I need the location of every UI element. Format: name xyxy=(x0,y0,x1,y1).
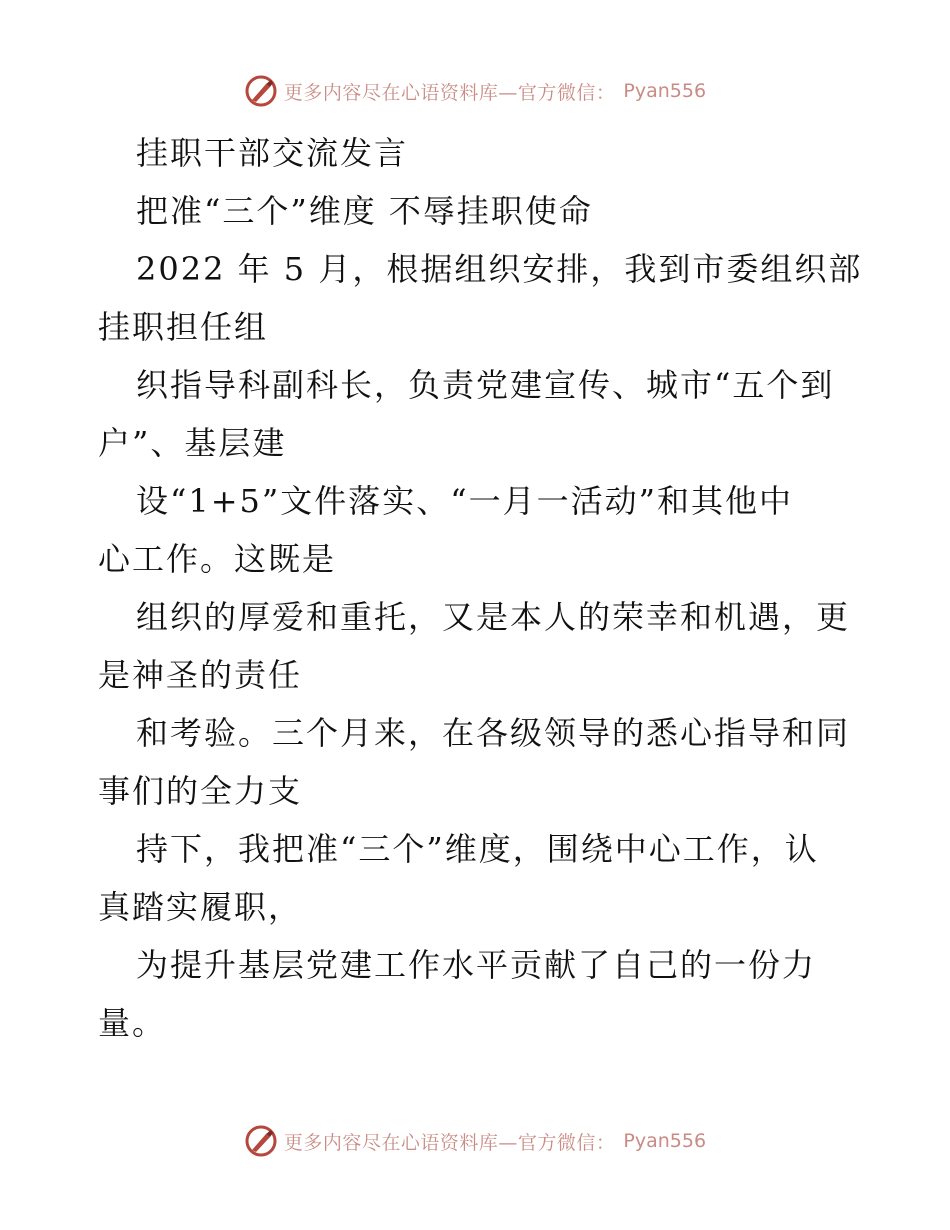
text-line: 量。 xyxy=(98,1004,167,1042)
text-line: 挂职干部交流发言 xyxy=(136,134,409,172)
pen-logo-icon xyxy=(244,74,278,108)
text-line: 真踏实履职， xyxy=(98,888,303,926)
pen-logo-icon xyxy=(244,1124,278,1158)
watermark-wechat-id: Pyan556 xyxy=(623,1130,707,1152)
text-line: 是神圣的责任 xyxy=(98,656,303,694)
text-line: 持下，我把准“三个”维度，围绕中心工作，认 xyxy=(136,830,819,868)
text-line: 户”、基层建 xyxy=(98,424,287,462)
text-line: 2022 年 5 月，根据组织安排，我到市委组织部 xyxy=(136,250,863,288)
text-line: 和考验。三个月来，在各级领导的悉心指导和同 xyxy=(136,714,851,752)
footer-watermark xyxy=(0,1121,950,1161)
text-line: 织指导科副科长，负责党建宣传、城市“五个到 xyxy=(136,366,835,404)
text-line: 把准“三个”维度 不辱挂职使命 xyxy=(136,192,593,230)
watermark-text: 更多内容尽在心语资料库—官方微信： xyxy=(283,81,616,104)
header-watermark xyxy=(0,71,950,111)
text-line: 设“1+5”文件落实、“一月一活动”和其他中 xyxy=(136,482,793,520)
text-line: 挂职担任组 xyxy=(98,308,269,346)
text-line: 事们的全力支 xyxy=(98,772,303,810)
document-body xyxy=(98,124,863,1052)
text-line: 为提升基层党建工作水平贡献了自己的一份力 xyxy=(136,946,817,984)
watermark-wechat-id: Pyan556 xyxy=(623,80,707,102)
watermark-text: 更多内容尽在心语资料库—官方微信： xyxy=(283,1131,616,1154)
text-line: 组织的厚爱和重托，又是本人的荣幸和机遇，更 xyxy=(136,598,851,636)
text-line: 心工作。这既是 xyxy=(98,540,337,578)
